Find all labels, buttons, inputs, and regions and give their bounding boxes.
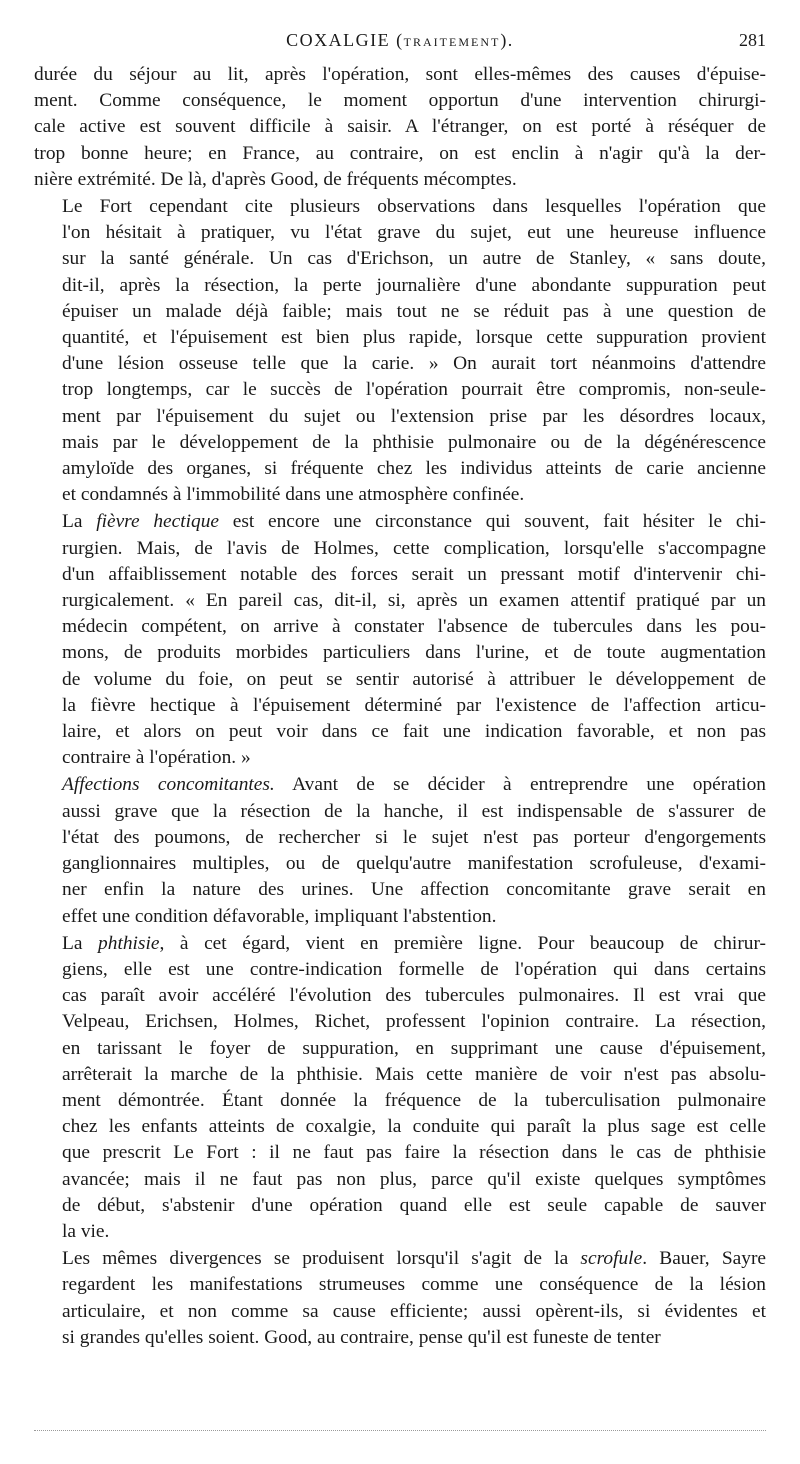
text-line: Velpeau, Erichsen, Holmes, Richet, professent l'opinion contraire. La résection, xyxy=(62,1011,766,1033)
bottom-dotted-rule xyxy=(34,1430,766,1433)
text-run: , à cet égard, vient en première ligne. Pour beaucoup de chirur- xyxy=(159,932,766,954)
text-line: rurgicalement. « En pareil cas, dit-il, si, après un examen attentif pratiqué par un xyxy=(62,590,766,612)
book-page xyxy=(34,0,766,1464)
text-line: mais par le développement de la phthisie pulmonaire ou de la dégénérescence xyxy=(62,431,766,453)
paragraph xyxy=(34,509,766,771)
running-title xyxy=(34,30,766,51)
text-line: ner enfin la nature des urines. Une affection concomitante grave serait en xyxy=(62,879,766,901)
text-line: de début, s'abstenir d'une opération quand elle est seule capable de sauver xyxy=(62,1194,766,1216)
text-line: regardent les manifestations strumeuses comme une conséquence de la lésion xyxy=(62,1274,766,1296)
text-line: amyloïde des organes, si fréquente chez les individus atteints de carie ancienne xyxy=(62,458,766,480)
italic-term: scrofule xyxy=(580,1248,643,1270)
text-line: d'une lésion osseuse telle que la carie. » On aurait tort néanmoins d'attendre xyxy=(62,353,766,375)
paragraph xyxy=(34,62,766,193)
text-line: ment démontrée. Étant donnée la fréquence de la tuberculisation pulmonaire xyxy=(62,1089,766,1111)
text-line: rurgien. Mais, de l'avis de Holmes, cette complication, lorsqu'elle s'accompagne xyxy=(62,537,766,559)
text-line: Le Fort cependant cite plusieurs observations dans lesquelles l'opération que xyxy=(62,196,766,218)
text-line: quantité, et l'épuisement est bien plus rapide, lorsque cette suppuration provient xyxy=(62,327,766,349)
text-line: la vie. xyxy=(62,1220,110,1242)
paragraph xyxy=(34,931,766,1245)
text-line: épuiser un malade déjà faible; mais tout ne se réduit pas à une question de xyxy=(62,300,766,322)
text-line: que prescrit Le Fort : il ne faut pas faire la résection dans le cas de phthisie xyxy=(62,1142,766,1164)
italic-term: phthisie xyxy=(98,932,160,954)
text-run: Avant de se décider à entreprendre une opération xyxy=(274,774,766,796)
text-line xyxy=(34,1246,766,1272)
text-line: ment par l'épuisement du sujet ou l'extension prise par les désordres locaux, xyxy=(62,405,766,427)
paragraph xyxy=(34,772,766,929)
text-line: articulaire, et non comme sa cause efficiente; aussi opèrent-ils, si évidentes et xyxy=(62,1300,766,1322)
text-line: médecin compétent, on arrive à constater l'absence de tubercules dans les pou- xyxy=(62,616,766,638)
text-line: l'état des poumons, de rechercher si le sujet n'est pas porteur d'engorgements xyxy=(62,826,766,848)
body-text xyxy=(34,62,766,1351)
text-line: arrêterait la marche de la phthisie. Mais cette manière de voir n'est pas absolu- xyxy=(62,1063,766,1085)
text-line: et condamnés à l'immobilité dans une atmosphère confinée. xyxy=(62,484,525,506)
text-line: contraire à l'opération. » xyxy=(62,747,251,769)
text-line: la fièvre hectique à l'épuisement déterminé par l'existence de l'affection articu- xyxy=(62,694,766,716)
text-line: mons, de produits morbides particuliers dans l'urine, et de toute augmentation xyxy=(62,642,766,664)
text-line: ment. Comme conséquence, le moment opportun d'une intervention chirurgi- xyxy=(34,90,766,112)
text-run: Les mêmes divergences se produisent lorsqu'il s'agit de la xyxy=(62,1248,581,1270)
text-line: dit-il, après la résection, la perte journalière d'une abondante suppuration peut xyxy=(62,274,766,296)
text-line: trop longtemps, car le succès de l'opération pourrait être compromis, non-seule- xyxy=(62,379,766,401)
text-line: d'un affaiblissement notable des forces serait un pressant motif d'intervenir chi- xyxy=(62,563,766,585)
running-title-main: COXALGIE ( xyxy=(286,30,404,50)
page-header xyxy=(34,30,766,58)
text-run: La xyxy=(62,511,97,533)
page-number: 281 xyxy=(739,30,766,50)
text-run: . Bauer, Sayre xyxy=(642,1248,767,1270)
text-line: de volume du foie, on peut se sentir autorisé à attribuer le développement de xyxy=(62,668,766,690)
text-line: cas paraît avoir accéléré l'évolution des tubercules pulmonaires. Il est vrai que xyxy=(62,985,766,1007)
text-line: cale active est souvent difficile à saisir. A l'étranger, on est porté à réséquer de xyxy=(34,116,766,138)
text-line: giens, elle est une contre-indication formelle de l'opération qui dans certains xyxy=(62,958,766,980)
text-line xyxy=(34,931,766,957)
text-line: ganglionnaires multiples, ou de quelqu'autre manifestation scrofuleuse, d'exami- xyxy=(62,853,766,875)
running-title-end: ). xyxy=(500,30,514,50)
text-line: avancée; mais il ne faut pas non plus, parce qu'il existe quelques symptômes xyxy=(62,1168,766,1190)
text-line: en tarissant le foyer de suppuration, en supprimant une cause d'épuisement, xyxy=(62,1037,766,1059)
italic-term: Affections concomitantes. xyxy=(62,774,275,796)
text-line xyxy=(34,509,766,535)
text-line: si grandes qu'elles soient. Good, au contraire, pense qu'il est funeste de tenter xyxy=(62,1326,661,1348)
italic-term: fièvre hectique xyxy=(96,511,220,533)
text-line: chez les enfants atteints de coxalgie, la conduite qui paraît la plus sage est celle xyxy=(62,1116,766,1138)
text-line: laire, et alors on peut voir dans ce fait une indication favorable, et non pas xyxy=(62,721,766,743)
text-line xyxy=(34,772,766,798)
text-run: est encore une circonstance qui souvent, fait hésiter le chi- xyxy=(219,511,766,533)
text-line: effet une condition défavorable, impliquant l'abstention. xyxy=(62,905,497,927)
text-line: nière extrémité. De là, d'après Good, de fréquents mécomptes. xyxy=(34,168,517,190)
text-line: durée du séjour au lit, après l'opération, sont elles-mêmes des causes d'épuise- xyxy=(34,64,766,85)
text-line: l'on hésitait à pratiquer, vu l'état grave du sujet, eut une heureuse influence xyxy=(62,222,766,244)
running-title-subtitle: TRAITEMENT xyxy=(403,35,501,49)
text-line: trop bonne heure; en France, au contraire, on est enclin à n'agir qu'à la der- xyxy=(34,142,766,164)
paragraph xyxy=(34,194,766,508)
text-run: La xyxy=(62,932,99,954)
text-line: aussi grave que la résection de la hanche, il est indispensable de s'assurer de xyxy=(62,800,766,822)
paragraph xyxy=(34,1246,766,1351)
text-line: sur la santé générale. Un cas d'Erichson, un autre de Stanley, « sans doute, xyxy=(62,248,766,270)
